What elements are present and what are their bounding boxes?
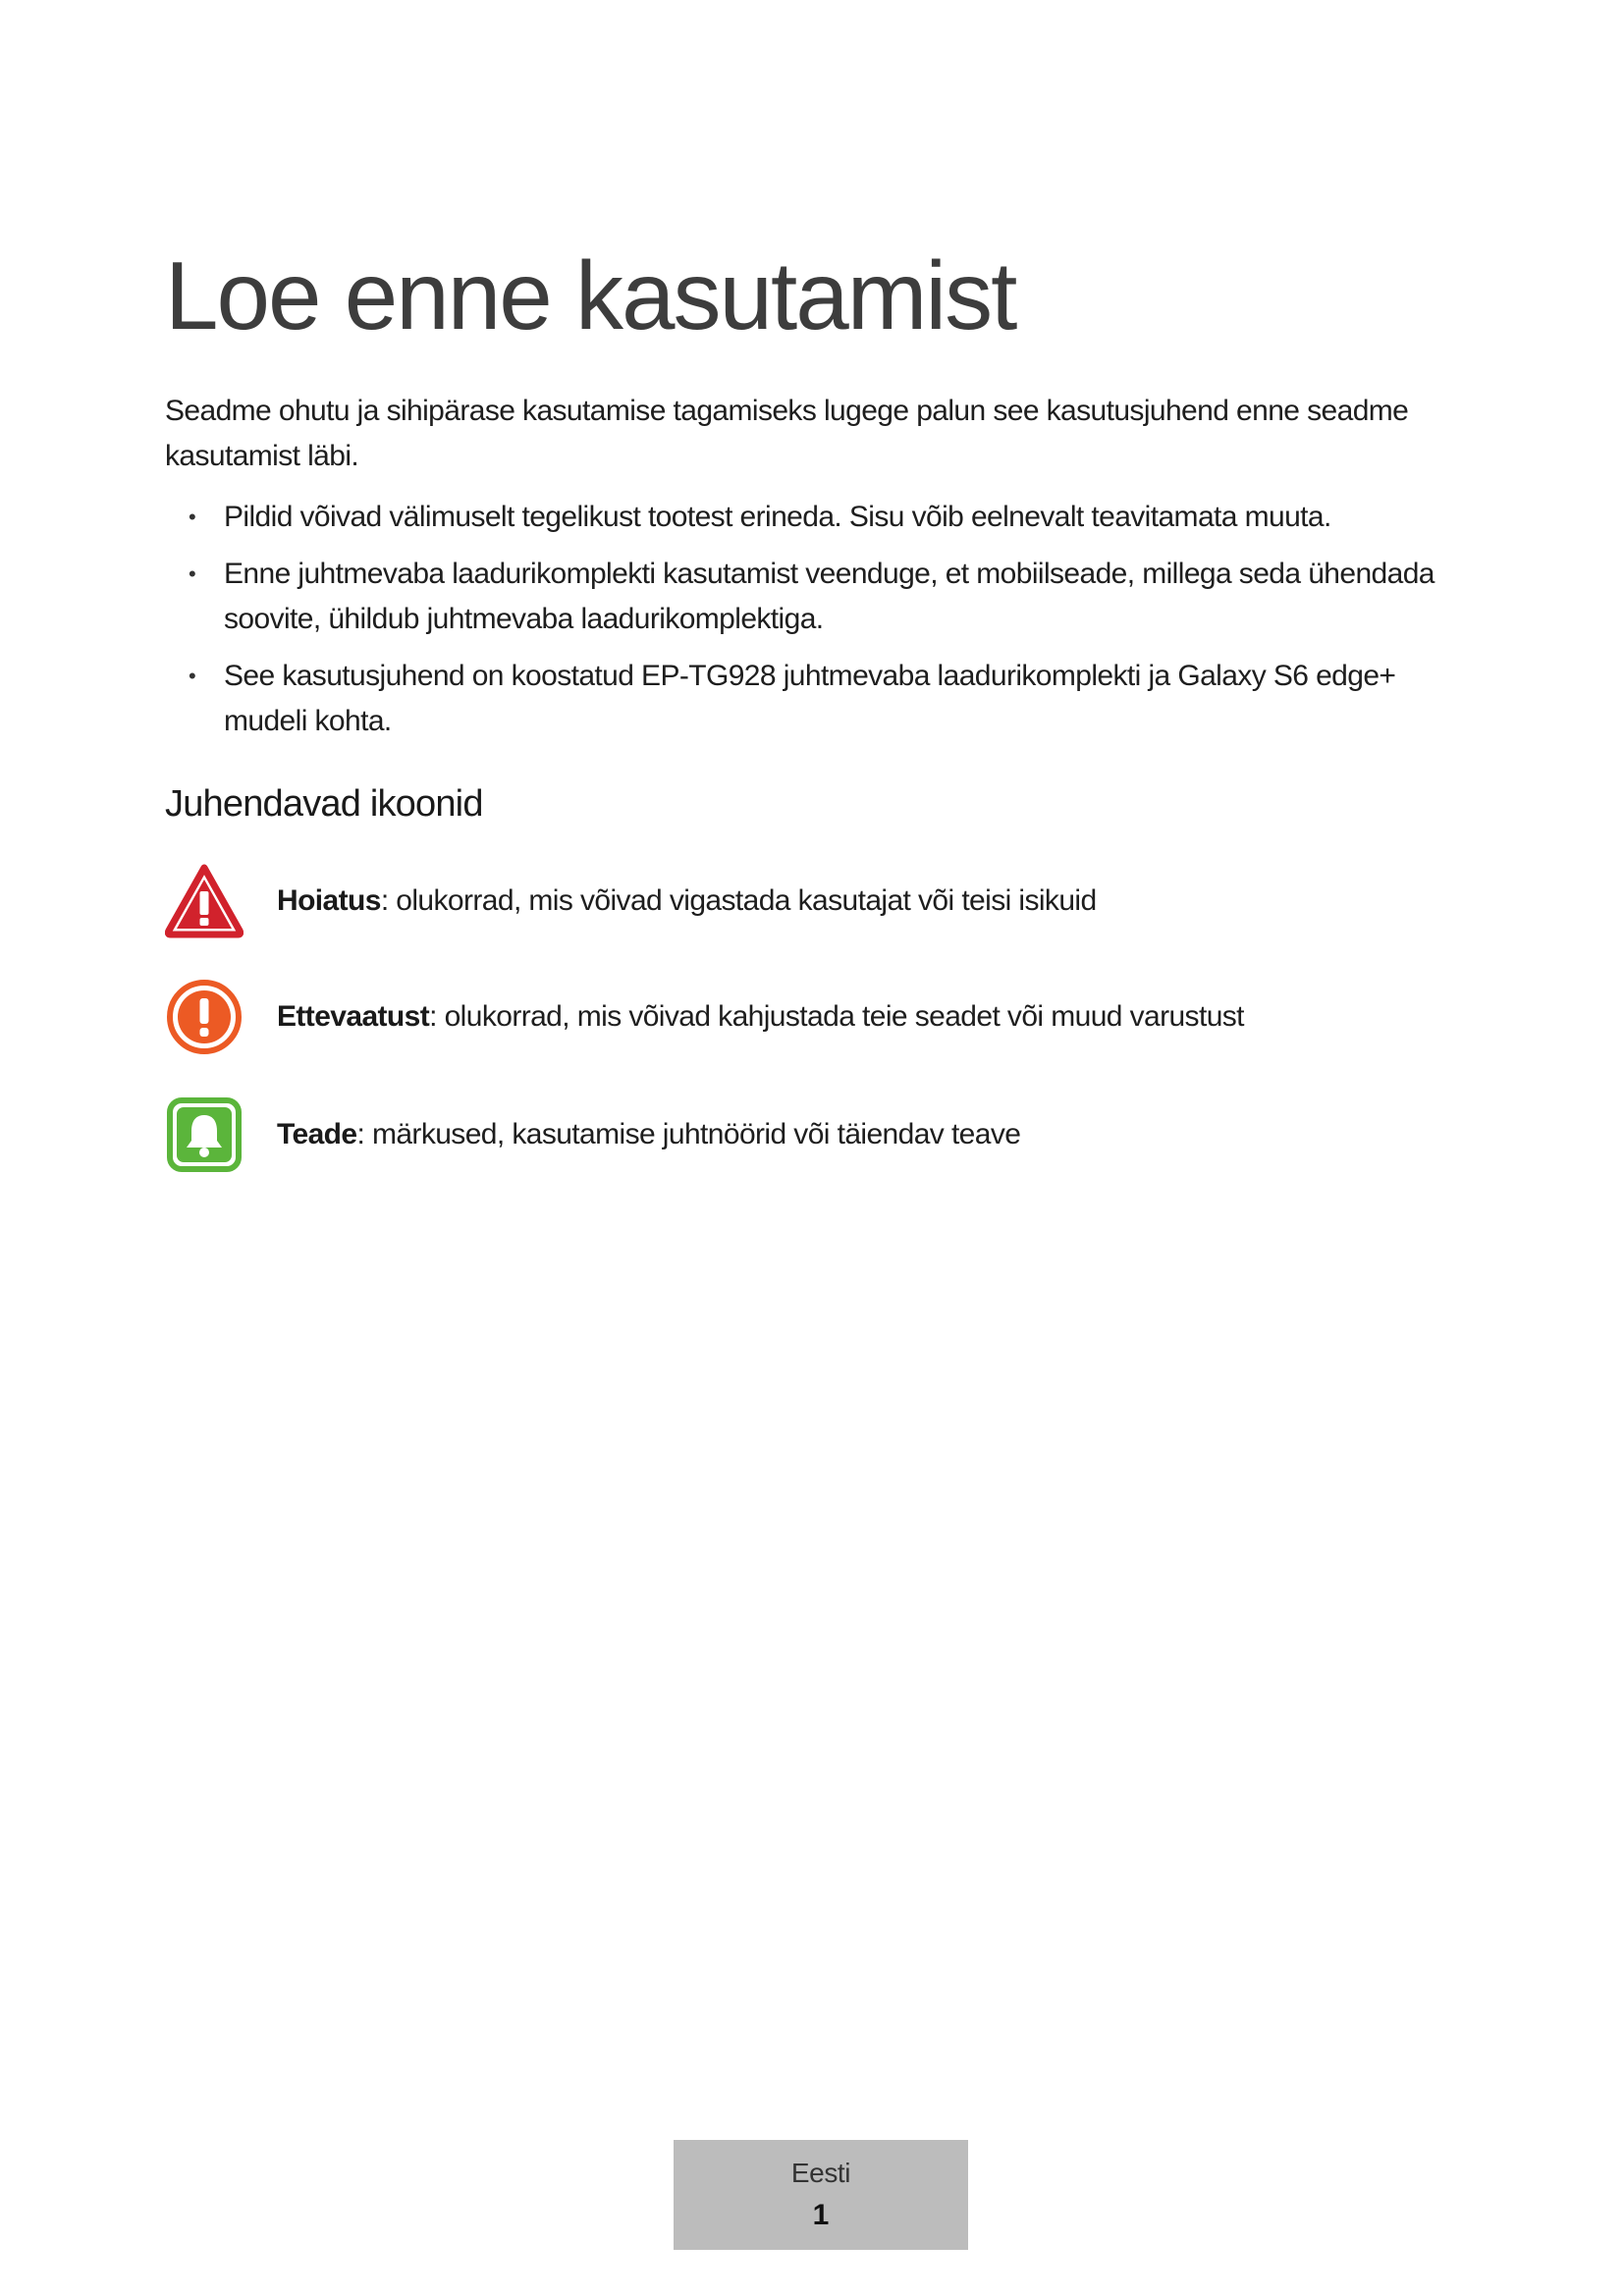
icon-text: : olukorrad, mis võivad kahjustada teie seadet või muud varustust <box>429 1000 1244 1033</box>
page-footer <box>674 2140 968 2250</box>
bullet-icon: • <box>189 505 196 529</box>
caution-circle-icon <box>165 978 244 1056</box>
icon-description <box>277 1115 1020 1154</box>
section-heading: Juhendavad ikoonid <box>165 783 483 825</box>
list-item <box>165 654 1481 744</box>
icon-text: : olukorrad, mis võivad vigastada kasutajat või teisi isikuid <box>380 884 1097 917</box>
icon-term: Ettevaatust <box>277 1000 430 1033</box>
intro-paragraph: Seadme ohutu ja sihipärase kasutamise tagamiseks lugege palun see kasutusjuhend enne seadme kasutamist läbi. <box>165 395 1409 472</box>
icon-row-notice <box>165 1095 1481 1174</box>
bullet-icon: • <box>189 664 196 688</box>
bullet-list <box>165 495 1481 756</box>
notice-bell-icon <box>165 1095 244 1174</box>
page-number: 1 <box>812 2199 830 2231</box>
list-item <box>165 495 1481 540</box>
list-item <box>165 552 1481 642</box>
icon-term: Teade <box>277 1118 357 1150</box>
icon-term: Hoiatus <box>277 884 381 917</box>
warning-triangle-icon <box>165 862 244 940</box>
page-title: Loe enne kasutamist <box>165 241 1016 349</box>
list-item-text: See kasutusjuhend on koostatud EP-TG928 juhtmevaba laadurikomplekti ja Galaxy S6 edge+ mudeli kohta. <box>224 660 1396 737</box>
list-item-text: Enne juhtmevaba laadurikomplekti kasutamist veenduge, et mobiilseade, millega seda ühendada soovite, ühildub juhtmevaba laadurikomplektiga. <box>224 558 1435 635</box>
footer-language: Eesti <box>790 2158 851 2188</box>
list-item-text: Pildid võivad välimuselt tegelikust tootest erineda. Sisu võib eelnevalt teavitamata muuta. <box>224 501 1331 533</box>
icon-row-caution <box>165 978 1481 1056</box>
icon-text: : märkused, kasutamise juhtnöörid või täiendav teave <box>356 1118 1021 1150</box>
icon-description <box>277 881 1097 921</box>
icon-row-warning <box>165 862 1481 940</box>
icon-description <box>277 997 1244 1037</box>
bullet-icon: • <box>189 561 196 586</box>
